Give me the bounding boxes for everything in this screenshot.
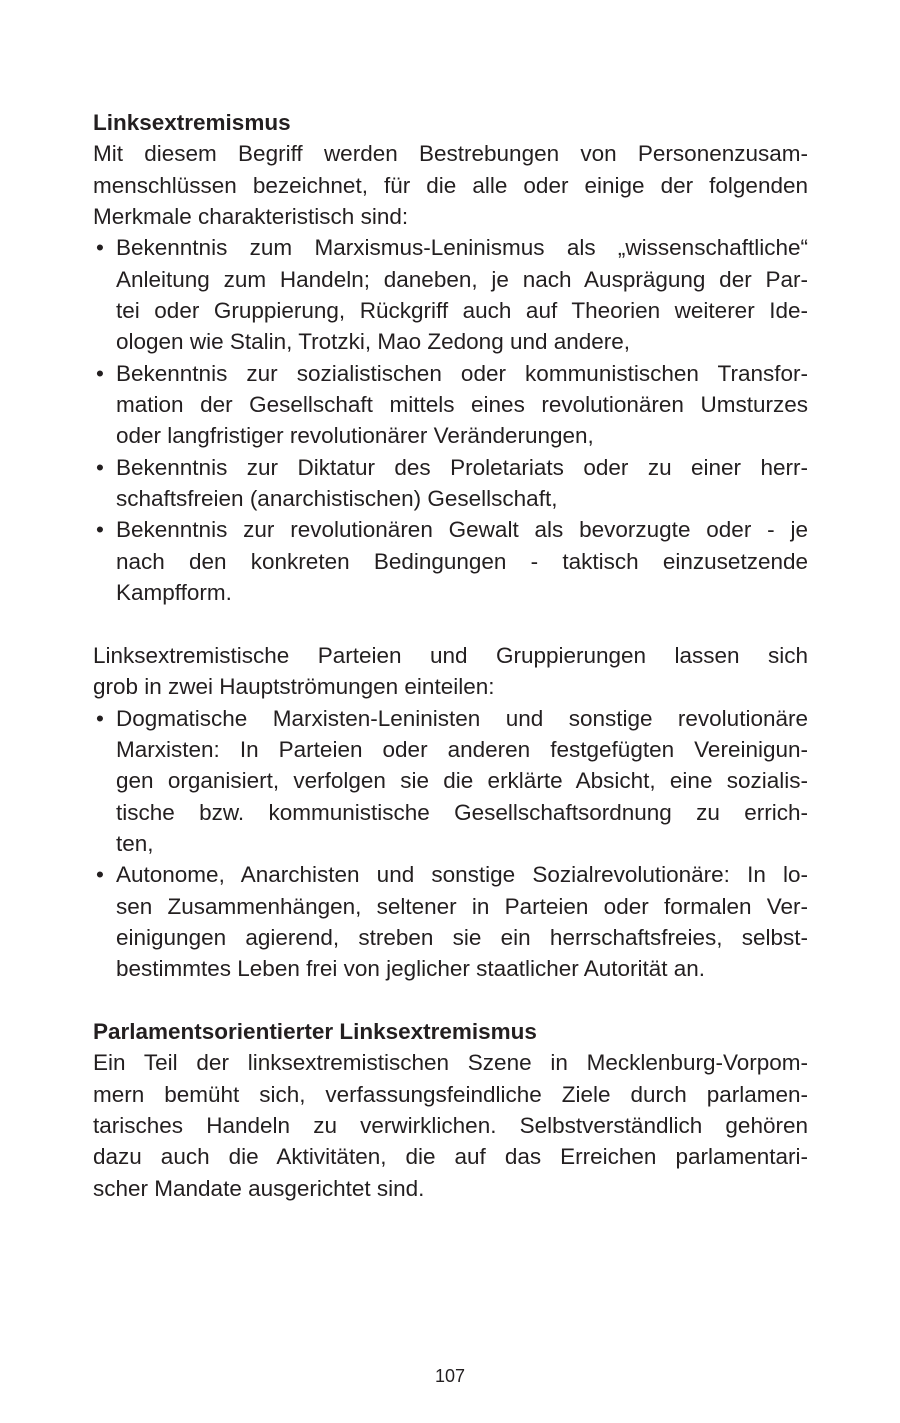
paragraph xyxy=(93,1047,808,1204)
paragraph xyxy=(93,138,808,232)
list-item xyxy=(93,703,808,860)
list-item xyxy=(93,859,808,984)
text-line: Ein Teil der linksextremistischen Szene in Mecklenburg-Vorpom- xyxy=(93,1050,808,1076)
text-line: tei oder Gruppierung, Rückgriff auch auf Theorien weiterer Ide- xyxy=(116,298,808,324)
text-line: mation der Gesellschaft mittels eines revolutionären Umsturzes xyxy=(116,392,808,418)
text-line: Dogmatische Marxisten-Leninisten und sonstige revolutionäre xyxy=(116,705,808,731)
bullet-icon: • xyxy=(96,454,104,480)
bullet-icon: • xyxy=(96,862,104,888)
text-line: Merkmale charakteristisch sind: xyxy=(93,204,409,230)
text-line: nach den konkreten Bedingungen - taktisch einzusetzende xyxy=(116,548,808,574)
document-page xyxy=(93,107,808,1204)
text-line: Linksextremistische Parteien und Gruppierungen lassen sich xyxy=(93,642,808,668)
text-line: schaftsfreien (anarchistischen) Gesellschaft, xyxy=(116,486,558,512)
text-line: Marxisten: In Parteien oder anderen festgefügten Vereinigun- xyxy=(116,736,808,762)
text-line: Kampfform. xyxy=(116,580,232,606)
text-line: mern bemüht sich, verfassungsfeindliche Ziele durch parlamen- xyxy=(93,1081,808,1107)
text-line: tarisches Handeln zu verwirklichen. Selbstverständlich gehören xyxy=(93,1113,808,1138)
paragraph xyxy=(93,640,808,703)
text-line: sen Zusammenhängen, seltener in Parteien oder formalen Ver- xyxy=(116,893,808,919)
list-item xyxy=(93,358,808,452)
bullet-icon: • xyxy=(96,360,104,386)
text-line: scher Mandate ausgerichtet sind. xyxy=(93,1175,425,1201)
text-line: Bekenntnis zum Marxismus-Leninismus als „wissenschaftliche“ xyxy=(116,235,808,261)
text-line: bestimmtes Leben frei von jeglicher staatlicher Autorität an. xyxy=(116,956,706,982)
text-line: Bekenntnis zur revolutionären Gewalt als bevorzugte oder - je xyxy=(116,517,808,543)
bullet-icon: • xyxy=(96,517,104,543)
list-item xyxy=(93,514,808,608)
list-item xyxy=(93,452,808,515)
page-number: 107 xyxy=(434,1366,466,1386)
blank-line xyxy=(93,985,808,1016)
text-line: menschlüssen bezeichnet, für die alle oder einige der folgenden xyxy=(93,172,808,198)
text-line: Autonome, Anarchisten und sonstige Sozialrevolutionäre: In lo- xyxy=(116,862,808,888)
text-line: ologen wie Stalin, Trotzki, Mao Zedong und andere, xyxy=(116,329,631,355)
text-line: tische bzw. kommunistische Gesellschaftsordnung zu errich- xyxy=(116,799,808,825)
blank-line xyxy=(93,609,808,640)
bullet-icon: • xyxy=(96,705,104,731)
list-item xyxy=(93,232,808,357)
text-line: Bekenntnis zur Diktatur des Proletariats oder zu einer herr- xyxy=(116,454,808,480)
text-line: oder langfristiger revolutionärer Veränderungen, xyxy=(116,423,594,449)
section-heading: Parlamentsorientierter Linksextremismus xyxy=(93,1018,537,1044)
text-line: einigungen agierend, streben sie ein herrschaftsfreies, selbst- xyxy=(116,924,808,950)
text-line: ten, xyxy=(116,830,154,856)
text-line: grob in zwei Hauptströmungen einteilen: xyxy=(93,674,495,700)
section xyxy=(93,640,808,985)
section xyxy=(93,107,808,609)
text-line: dazu auch die Aktivitäten, die auf das Erreichen parlamentari- xyxy=(93,1144,808,1170)
text-line: Anleitung zum Handeln; daneben, je nach Ausprägung der Par- xyxy=(116,266,808,292)
text-line: Bekenntnis zur sozialistischen oder kommunistischen Transfor- xyxy=(116,360,808,386)
section xyxy=(93,1016,808,1204)
text-line: gen organisiert, verfolgen sie die erklärte Absicht, eine sozialis- xyxy=(116,768,808,794)
text-line: Mit diesem Begriff werden Bestrebungen von Personenzusam- xyxy=(93,141,808,167)
section-heading: Linksextremismus xyxy=(93,110,291,135)
bullet-icon: • xyxy=(96,235,104,261)
